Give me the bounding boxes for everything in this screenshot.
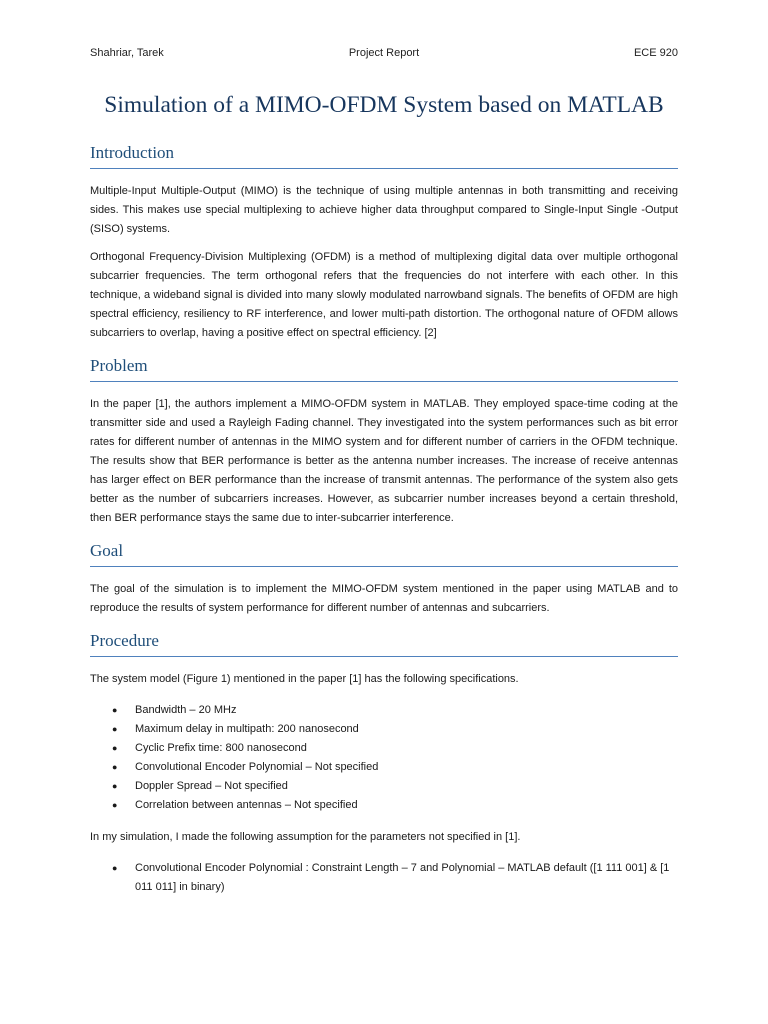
section-procedure [90,631,678,897]
section-heading-problem: Problem [90,356,678,382]
intro-paragraph-2: Orthogonal Frequency-Division Multiplexing (OFDM) is a method of multiplexing digital data over multiple orthogonal subcarrier frequencies. The term orthogonal refers that the frequencies do not interfere with each other. In this technique, a wideband signal is divided into many slowly modulated narrowband signals. The benefits of OFDM are high spectral efficiency, resiliency to RF interference, and lower multi-path distortion. The orthogonal nature of OFDM allows subcarriers to overlap, having a positive effect on spectral efficiency. [2] [90,251,678,339]
goal-paragraph: The goal of the simulation is to implement the MIMO-OFDM system mentioned in the paper using MATLAB and to reproduce the results of system performance for different number of antennas and subcarriers. [90,583,678,614]
intro-paragraph-1: Multiple-Input Multiple-Output (MIMO) is the technique of using multiple antennas in both transmitting and receiving sides. This makes use special multiplexing to achieve higher data throughput compared to Single-Input Single -Output (SISO) systems. [90,185,678,235]
list-item: ● Doppler Spread – Not specified [90,777,678,796]
list-item: ● Maximum delay in multipath: 200 nanosecond [90,720,678,739]
bullet-icon: ● [112,705,118,715]
section-introduction [90,143,678,343]
bullet-icon: ● [112,762,118,772]
list-item: ● Cyclic Prefix time: 800 nanosecond [90,739,678,758]
section-goal [90,541,678,618]
section-heading-goal: Goal [90,541,678,567]
list-item: ● Bandwidth – 20 MHz [90,701,678,720]
problem-paragraph: In the paper [1], the authors implement a MIMO-OFDM system in MATLAB. They employed space-time coding at the transmitter side and used a Rayleigh Fading channel. They investigated into the system performances such as bit error rates for different number of antennas in the MIMO system and for different number of carriers in the OFDM technique. The results show that BER performance is better as the antenna number increases. The increase of receive antennas has larger effect on BER performance than the increase of transmit antennas. The performance of the system also gets better as the number of subcarriers increases. However, as subcarrier number increases beyond a certain threshold, then BER performance stays the same due to inter-subcarrier interference. [90,398,678,524]
spec-list [90,701,678,815]
assumption-list [90,859,678,897]
section-heading-procedure: Procedure [90,631,678,657]
document-body [90,92,678,897]
bullet-icon: ● [112,743,118,753]
bullet-icon: ● [112,800,118,810]
bullet-icon: ● [112,781,118,791]
procedure-intro: The system model (Figure 1) mentioned in the paper [1] has the following specifications. [90,673,519,685]
list-item: ● Convolutional Encoder Polynomial : Constraint Length – 7 and Polynomial – MATLAB default ([1 111 001] & [1 011 011] in binary) [90,859,678,897]
header-course: ECE 920 [633,47,678,59]
header-author: Shahriar, Tarek [90,47,164,59]
section-heading-introduction: Introduction [90,143,678,169]
assumption-intro: In my simulation, I made the following assumption for the parameters not specified in [1]. [90,831,521,843]
document-title: Simulation of a MIMO-OFDM System based on MATLAB [104,92,664,118]
bullet-icon: ● [112,724,118,734]
list-item: ● Convolutional Encoder Polynomial – Not specified [90,758,678,777]
section-problem [90,356,678,528]
header-doc-type: Project Report [348,47,420,59]
bullet-icon: ● [112,863,118,873]
list-item: ● Correlation between antennas – Not specified [90,796,678,815]
